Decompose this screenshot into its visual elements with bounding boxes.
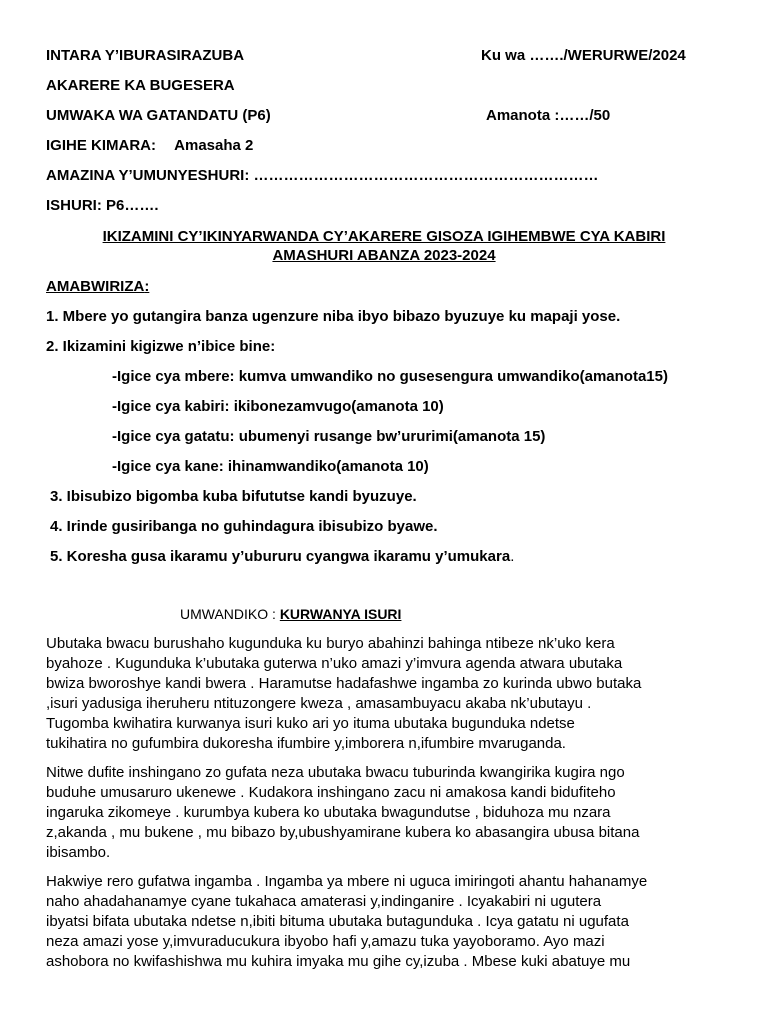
instruction-sub-item-4: -Igice cya kane: ihinamwandiko(amanota 10) xyxy=(112,458,429,475)
paragraph-line: Hakwiye rero gufatwa ingamba . Ingamba ya mbere ni uguca imiringoti ahantu hahanamye xyxy=(46,873,648,890)
paragraph-line: z,akanda , mu bukene , mu bibazo by,ubushyamirane kubera ko abasangira ubusa bitana xyxy=(46,824,640,841)
paragraph-line: ibisambo. xyxy=(46,844,111,861)
instruction-item-2: 2. Ikizamini kigizwe n’ibice bine: xyxy=(46,338,276,355)
instruction-item-1: 1. Mbere yo gutangira banza ugenzure niba ibyo bibazo byuzuye ku mapaji yose. xyxy=(46,308,621,325)
paragraph-line: naho ahadahanamye cyane tukahaca amaterasi y,indinganire . Icyakabiri ni ugutera xyxy=(46,893,602,910)
passage-label: UMWANDIKO : xyxy=(180,606,276,622)
grade-label: UMWAKA WA GATANDATU (P6) xyxy=(46,107,271,124)
paragraph-line: bwiza bworoshye kandi bwera . Haramutse hadafashwe ingamba zo kurinda ubwo butaka xyxy=(46,675,642,692)
paragraph-line: Tugomba kwihatira kurwanya isuri kuko ari yo ituma ubutaka bugunduka ndetse xyxy=(46,715,575,732)
student-name-field: AMAZINA Y’UMUNYESHURI: …………………………………………………………… xyxy=(46,167,599,184)
instruction-sub-item-1: -Igice cya mbere: kumva umwandiko no gusesengura umwandiko(amanota15) xyxy=(112,368,668,385)
instruction-item-5-text: 5. Koresha gusa ikaramu y’ubururu cyangwa ikaramu y’umukara xyxy=(50,548,511,565)
passage-paragraph-1 xyxy=(46,634,730,754)
passage-paragraph-3 xyxy=(46,872,730,972)
instruction-item-5-period: . xyxy=(510,548,515,565)
time-value: Amasaha 2 xyxy=(174,137,254,154)
instructions-heading xyxy=(46,278,149,295)
paragraph-line: Ubutaka bwacu burushaho kugunduka ku buryo abahinzi bahinga ntibeze nk’uko kera xyxy=(46,635,615,652)
instructions-heading-text: AMABWIRIZA xyxy=(46,278,145,295)
paragraph-line: buduhe umusaruro ukenewe . Kudakora inshingano zacu ni amakosa kandi bidufiteho xyxy=(46,784,616,801)
passage-title: KURWANYA ISURI xyxy=(279,606,402,622)
paragraph-line: ingaruka zikomeye . kurumbya kubera ko ubutaka bwagundutse , biduhoza mu nzara xyxy=(46,804,611,821)
paragraph-line: tukihatira no gufumbira dukoresha ifumbire y,imborera n,ifumbire mvaruganda. xyxy=(46,735,566,752)
instruction-item-5 xyxy=(50,548,514,565)
school-field: ISHURI: P6……. xyxy=(46,197,159,214)
instruction-sub-item-3: -Igice cya gatatu: ubumenyi rusange bw’ururimi(amanota 15) xyxy=(112,428,546,445)
marks-field: Amanota :……/50 xyxy=(486,107,611,124)
paragraph-line: Nitwe dufite inshingano zo gufata neza ubutaka bwacu tuburinda kwangirika kugira ngo xyxy=(46,764,625,781)
passage-title-row xyxy=(180,606,401,622)
exam-title-line2: AMASHURI ABANZA 2023-2024 xyxy=(272,247,496,264)
paragraph-line: ibyatsi bifata ubutaka ndetse n,ibiti bituma ubutaka butagunduka . Icya gatatu ni ugufata xyxy=(46,913,629,930)
passage-paragraph-2 xyxy=(46,763,730,863)
paragraph-line: ,isuri yadusiga iheruheru ntituzongere kweza , amasambuyacu akaba nk’ubutayu . xyxy=(46,695,592,712)
paragraph-line: byahoze . Kugunduka k’ubutaka guterwa n’uko amazi y’imvura agenda atwara ubutaka xyxy=(46,655,623,672)
exam-title-line1: IKIZAMINI CY’IKINYARWANDA CY’AKARERE GISOZA IGIHEMBWE CYA KABIRI xyxy=(102,228,666,245)
district-label: AKARERE KA BUGESERA xyxy=(46,77,235,94)
paragraph-line: ashobora no kwifashishwa mu kuhira imyaka mu gihe cy,izuba . Mbese kuki abatuye mu xyxy=(46,953,631,970)
province-label: INTARA Y’IBURASIRAZUBA xyxy=(46,47,245,64)
time-row xyxy=(46,137,253,154)
time-label: IGIHE KIMARA: xyxy=(46,137,156,154)
instruction-item-4: 4. Irinde gusiribanga no guhindagura ibisubizo byawe. xyxy=(50,518,438,535)
paragraph-line: neza amazi yose y,imvuraducukura ibyobo hafi y,amazu tuka yayoboramo. Ayo mazi xyxy=(46,933,605,950)
instruction-item-3: 3. Ibisubizo bigomba kuba bifututse kandi byuzuye. xyxy=(50,488,417,505)
instruction-sub-item-2: -Igice cya kabiri: ikibonezamvugo(amanota 10) xyxy=(112,398,444,415)
instructions-heading-colon: : xyxy=(144,278,150,295)
date-field: Ku wa ……./WERURWE/2024 xyxy=(481,47,686,64)
